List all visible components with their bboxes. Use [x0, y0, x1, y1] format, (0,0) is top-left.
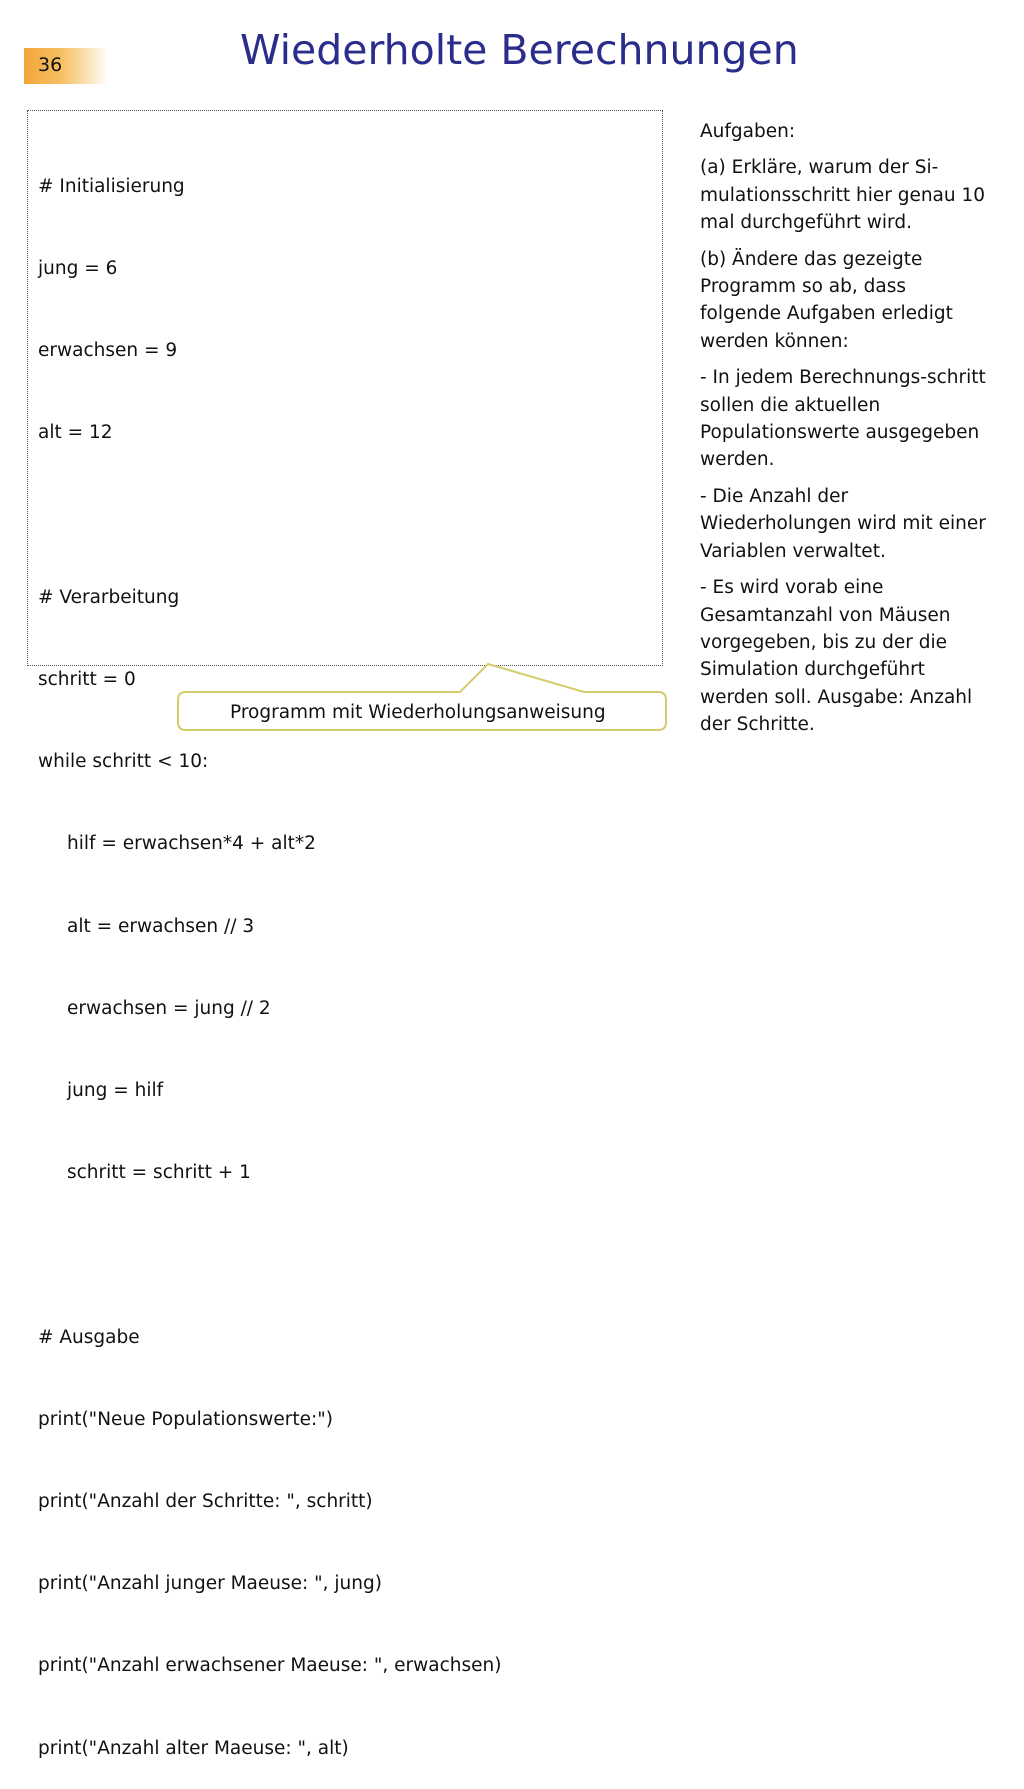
code-line: erwachsen = 9: [38, 340, 178, 362]
task-a: (a) Erkläre, warum der Si-mulationsschritt hier genau 10 mal durchgeführt wird.: [700, 157, 986, 234]
tasks-panel: [700, 118, 990, 748]
slide-title: Wiederholte Berechnungen: [240, 26, 799, 74]
code-line: alt = 12: [38, 422, 113, 444]
code-line: print("Neue Populationswerte:"): [38, 1408, 333, 1430]
task-item-3: - Es wird vorab eine Gesamtanzahl von Mäusen vorgegeben, bis zu der die Simulation durchgeführt werden soll. Ausgabe: Anzahl der Schritte.: [700, 577, 973, 736]
program-callout: [172, 662, 672, 738]
tasks-heading: Aufgaben:: [700, 121, 796, 142]
code-line: print("Anzahl der Schritte: ", schritt): [38, 1491, 373, 1513]
code-line: alt = erwachsen // 3: [67, 915, 255, 937]
code-line: print("Anzahl alter Maeuse: ", alt): [38, 1737, 349, 1759]
code-line: jung = 6: [38, 258, 118, 280]
code-line: # Verarbeitung: [38, 586, 180, 608]
code-listing: [38, 118, 501, 1789]
callout-shape: [172, 662, 672, 738]
callout-label: Programm mit Wiederholungsanweisung: [230, 702, 606, 723]
page-number: 36: [38, 54, 63, 76]
code-line: print("Anzahl junger Maeuse: ", jung): [38, 1573, 382, 1595]
code-line: jung = hilf: [67, 1080, 164, 1102]
code-line: [38, 502, 501, 529]
task-item-1: - In jedem Berechnungs-schritt sollen die aktuellen Populationswerte ausgegeben werden.: [700, 367, 986, 471]
code-line: schritt = 0: [38, 669, 136, 691]
code-line: print("Anzahl erwachsener Maeuse: ", erwachsen): [38, 1655, 502, 1677]
code-line: schritt = schritt + 1: [67, 1162, 251, 1184]
page-number-badge: [24, 48, 108, 84]
code-line: while schritt < 10:: [38, 751, 209, 773]
task-b: (b) Ändere das gezeigte Programm so ab, dass folgende Aufgaben erledigt werden können:: [700, 248, 953, 352]
code-line: # Ausgabe: [38, 1326, 140, 1348]
code-line: erwachsen = jung // 2: [67, 997, 271, 1019]
code-line: [38, 1241, 501, 1268]
code-line: # Initialisierung: [38, 175, 185, 197]
task-item-2: - Die Anzahl der Wiederholungen wird mit einer Variablen verwaltet.: [700, 485, 986, 562]
code-line: hilf = erwachsen*4 + alt*2: [67, 833, 316, 855]
